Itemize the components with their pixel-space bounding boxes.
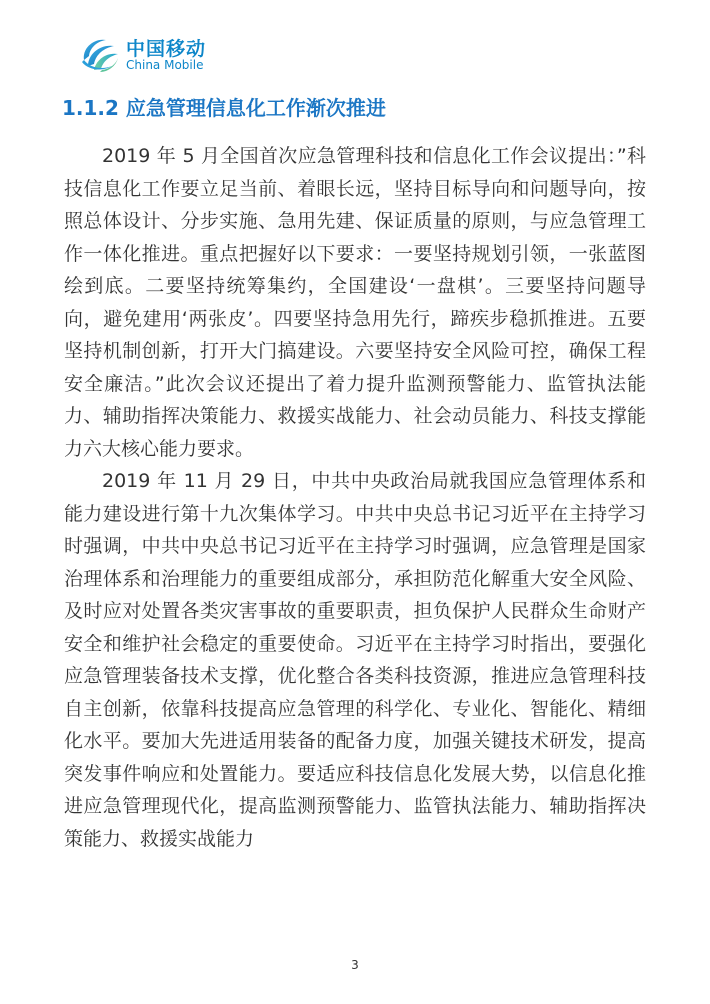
paragraph: 2019 年 5 月全国首次应急管理科技和信息化工作会议提出：”科技信息化工作要立足当前、着眼长远，坚持目标导向和问题导向，按照总体设计、分步实施、急用先建、保证质量的原则，与应急管理工作一体化推进。重点把握好以下要求：一要坚持规划引领，一张蓝图绘到底。二要坚持统筹集约，全国建设‘一盘棋’。三要坚持问题导向，避免建用‘两张皮’。四要坚持急用先行，蹄疾步稳抓推进。五要坚持机制创新，打开大门搞建设。六要坚持安全风险可控，确保工程安全廉洁。”此次会议还提出了着力提升监测预警能力、监管执法能力、辅助指挥决策能力、救援实战能力、社会动员能力、科技支撑能力六大核心能力要求。: [64, 145, 646, 460]
logo-english-text: China Mobile: [126, 58, 204, 72]
section-heading: 1.1.2 应急管理信息化工作渐次推进: [62, 96, 386, 120]
china-mobile-logo: [78, 32, 228, 78]
paragraph: 2019 年 11 月 29 日，中共中央政治局就我国应急管理体系和能力建设进行第十九次集体学习。中共中央总书记习近平在主持学习时强调，中共中央总书记习近平在主持学习时强调，应急管理是国家治理体系和治理能力的重要组成部分，承担防范化解重大安全风险、及时应对处置各类灾害事故的重要职责，担负保护人民群众生命财产安全和维护社会稳定的重要使命。习近平在主持学习时指出，要强化应急管理装备技术支撑，优化整合各类科技资源，推进应急管理科技自主创新，依靠科技提高应急管理的科学化、专业化、智能化、精细化水平。要加大先进适用装备的配备力度，加强关键技术研发，提高突发事件响应和处置能力。要适应科技信息化发展大势，以信息化推进应急管理现代化，提高监测预警能力、监管执法能力、辅助指挥决策能力、救援实战能力: [64, 470, 646, 850]
page-number: 3: [351, 958, 359, 972]
body-text: [64, 140, 646, 855]
logo-chinese-text: 中国移动: [126, 38, 207, 60]
china-mobile-logo-icon: [78, 32, 122, 76]
